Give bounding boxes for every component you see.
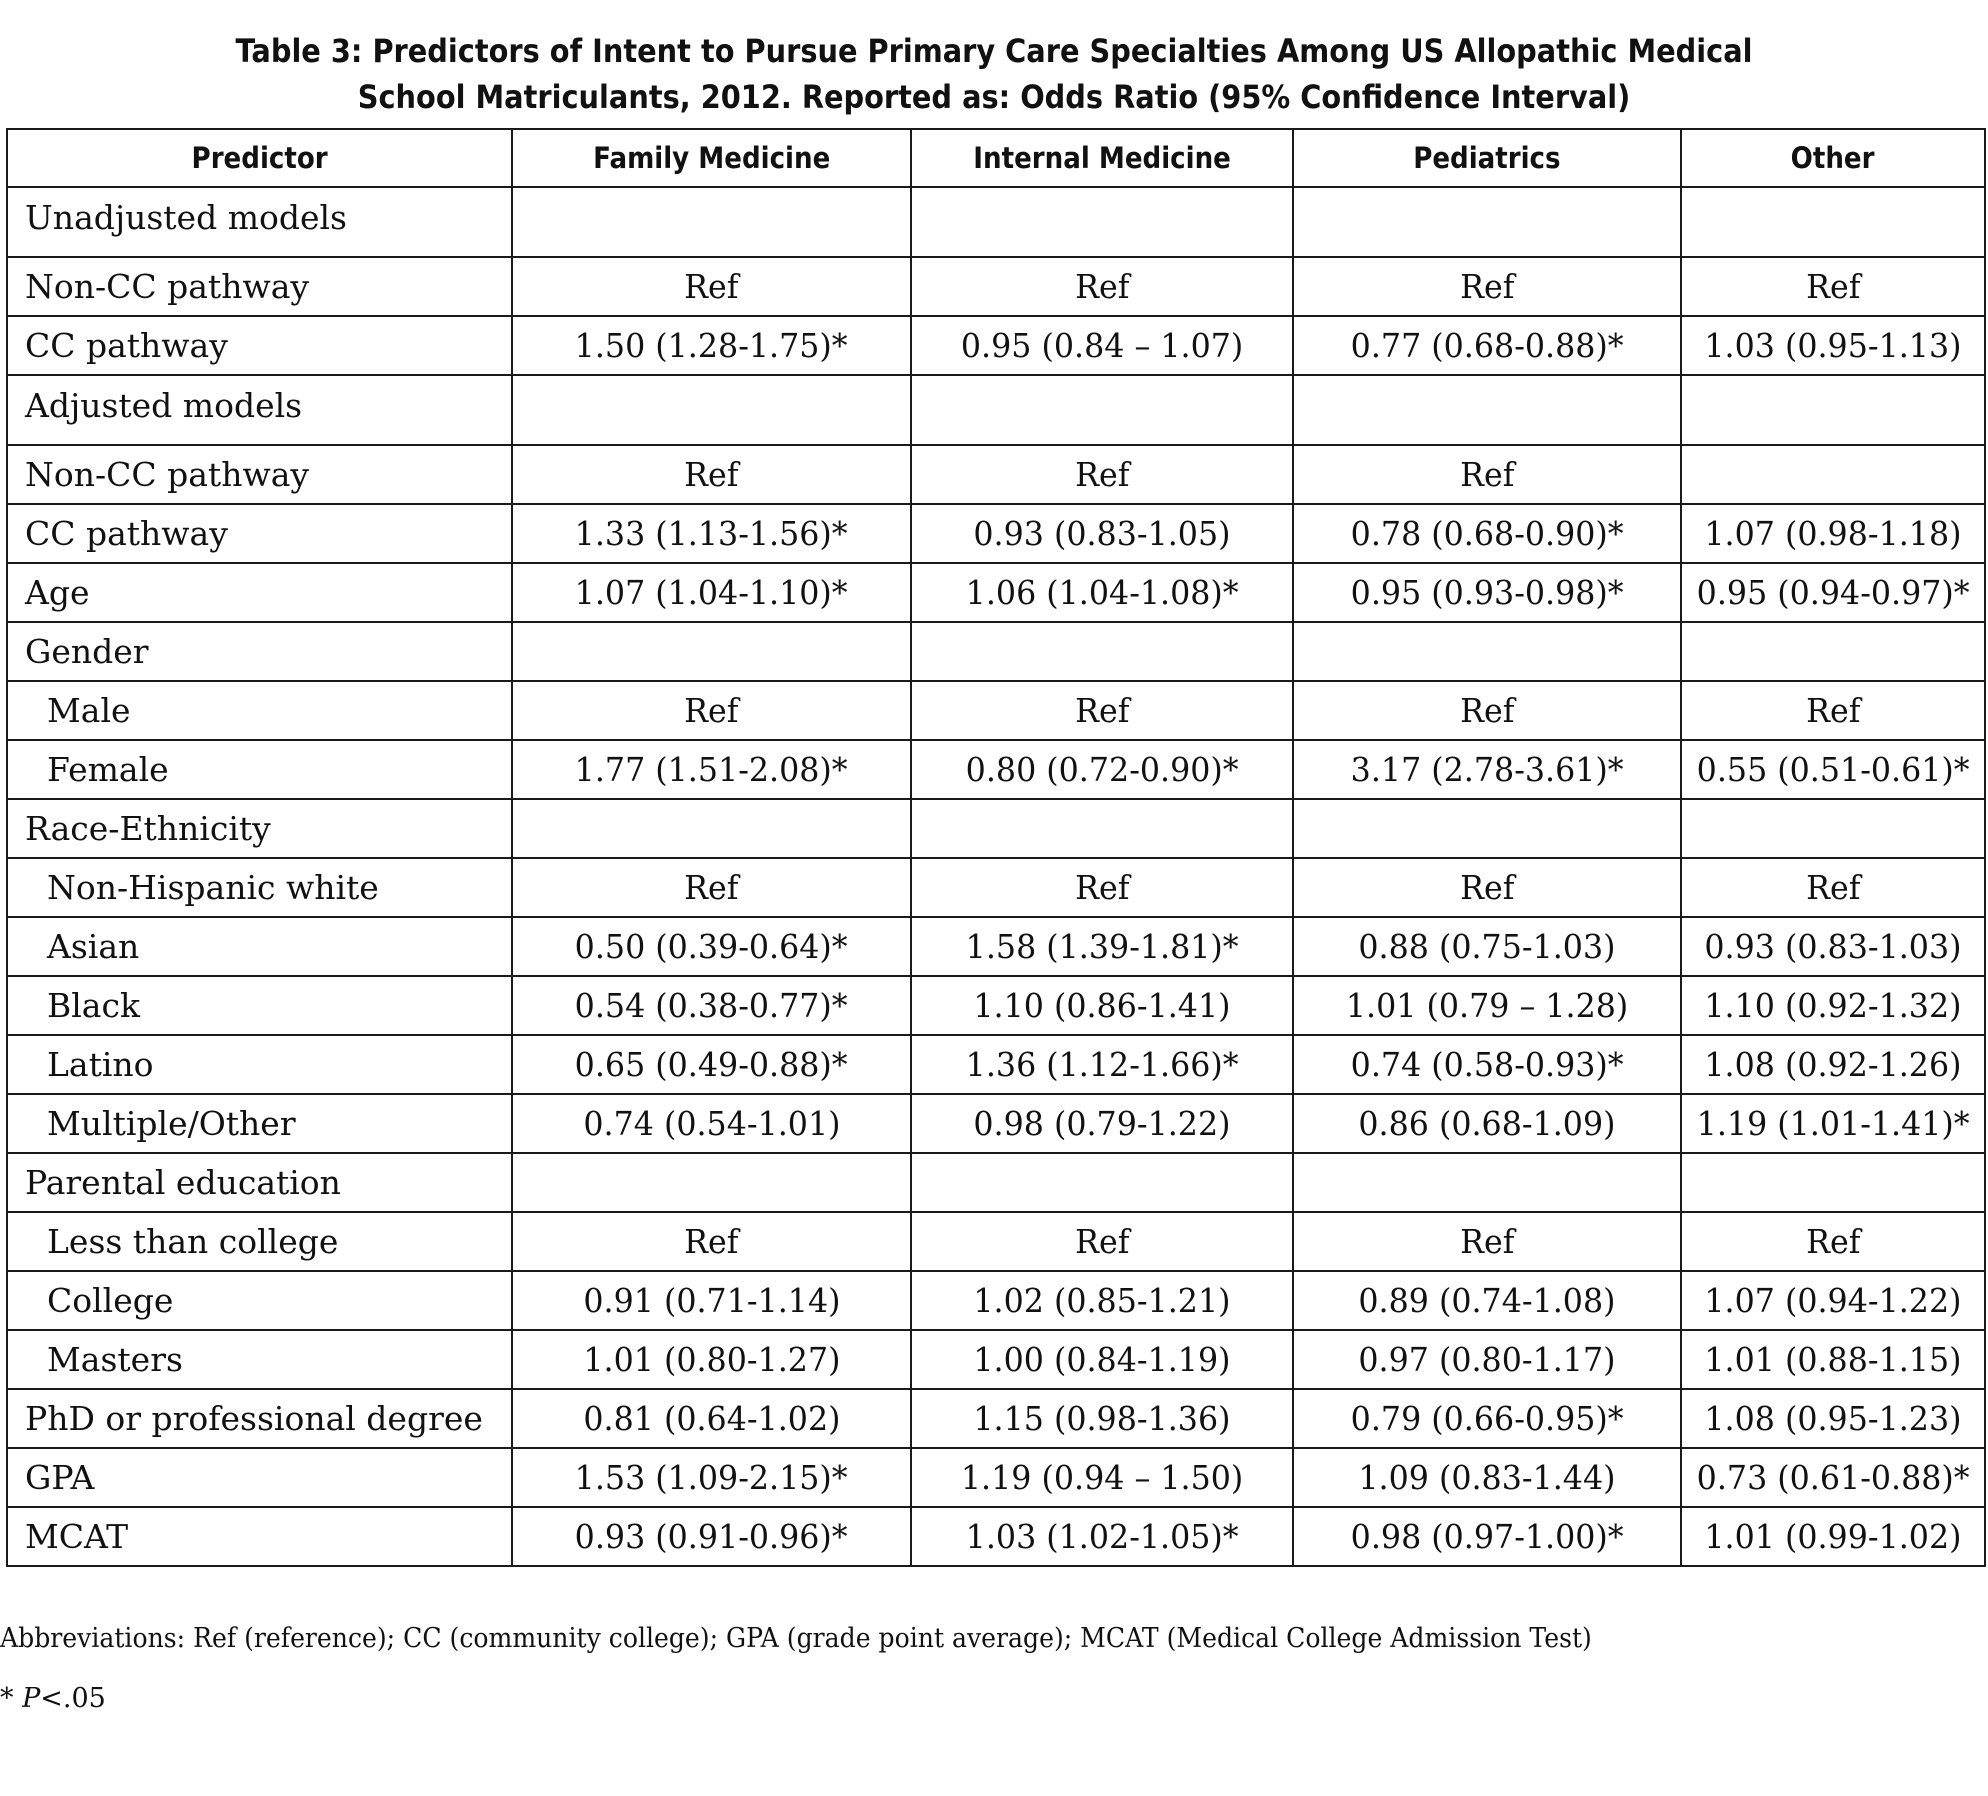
table-title-line-1: Table 3: Predictors of Intent to Pursue Primary Care Specialties Among US Allopathic Medical: [235, 32, 1753, 70]
family-medicine-cell: 1.77 (1.51-2.08)*: [512, 740, 911, 799]
header-predictor: Predictor: [7, 129, 512, 187]
family-medicine-cell: Ref: [512, 681, 911, 740]
internal-medicine-cell: 1.00 (0.84-1.19): [911, 1330, 1293, 1389]
family-medicine-cell: 0.65 (0.49-0.88)*: [512, 1035, 911, 1094]
other-cell: Ref: [1681, 681, 1985, 740]
family-medicine-cell: 1.07 (1.04-1.10)*: [512, 563, 911, 622]
table-row: [7, 257, 1985, 316]
predictor-cell: Non-CC pathway: [7, 445, 512, 504]
other-cell: Ref: [1681, 1212, 1985, 1271]
internal-medicine-cell: [911, 187, 1293, 257]
predictor-cell: MCAT: [7, 1507, 512, 1566]
pediatrics-cell: 0.86 (0.68-1.09): [1293, 1094, 1681, 1153]
table-row: [7, 917, 1985, 976]
pediatrics-cell: 0.95 (0.93-0.98)*: [1293, 563, 1681, 622]
internal-medicine-cell: 0.98 (0.79-1.22): [911, 1094, 1293, 1153]
other-cell: [1681, 187, 1985, 257]
family-medicine-cell: 0.54 (0.38-0.77)*: [512, 976, 911, 1035]
family-medicine-cell: Ref: [512, 257, 911, 316]
pediatrics-cell: [1293, 375, 1681, 445]
table-notes: [0, 1622, 1712, 1716]
family-medicine-cell: 0.93 (0.91-0.96)*: [512, 1507, 911, 1566]
family-medicine-cell: 1.01 (0.80-1.27): [512, 1330, 911, 1389]
internal-medicine-cell: [911, 1153, 1293, 1212]
header-pediatrics: Pediatrics: [1293, 129, 1681, 187]
other-cell: 1.07 (0.94-1.22): [1681, 1271, 1985, 1330]
table-row: [7, 976, 1985, 1035]
internal-medicine-cell: Ref: [911, 257, 1293, 316]
other-cell: 0.55 (0.51-0.61)*: [1681, 740, 1985, 799]
table-row: [7, 1035, 1985, 1094]
table-row: [7, 504, 1985, 563]
family-medicine-cell: 1.33 (1.13-1.56)*: [512, 504, 911, 563]
family-medicine-cell: Ref: [512, 1212, 911, 1271]
predictor-cell: Latino: [7, 1035, 512, 1094]
other-cell: [1681, 799, 1985, 858]
table-row: [7, 1330, 1985, 1389]
table-row: [7, 1212, 1985, 1271]
other-cell: Ref: [1681, 257, 1985, 316]
other-cell: 1.19 (1.01-1.41)*: [1681, 1094, 1985, 1153]
internal-medicine-cell: 1.03 (1.02-1.05)*: [911, 1507, 1293, 1566]
other-cell: 1.08 (0.92-1.26): [1681, 1035, 1985, 1094]
pediatrics-cell: [1293, 1153, 1681, 1212]
header-family-medicine: Family Medicine: [512, 129, 911, 187]
pediatrics-cell: [1293, 622, 1681, 681]
other-cell: 1.10 (0.92-1.32): [1681, 976, 1985, 1035]
family-medicine-cell: 0.81 (0.64-1.02): [512, 1389, 911, 1448]
other-cell: 1.01 (0.99-1.02): [1681, 1507, 1985, 1566]
table-title-line-2: School Matriculants, 2012. Reported as: Odds Ratio (95% Confidence Interval): [357, 78, 1631, 116]
internal-medicine-cell: Ref: [911, 1212, 1293, 1271]
other-cell: Ref: [1681, 858, 1985, 917]
internal-medicine-cell: 1.02 (0.85-1.21): [911, 1271, 1293, 1330]
internal-medicine-cell: Ref: [911, 681, 1293, 740]
internal-medicine-cell: 1.10 (0.86-1.41): [911, 976, 1293, 1035]
pediatrics-cell: Ref: [1293, 858, 1681, 917]
family-medicine-cell: [512, 1153, 911, 1212]
internal-medicine-cell: 0.80 (0.72-0.90)*: [911, 740, 1293, 799]
odds-ratio-table: [6, 128, 1986, 1567]
predictor-cell: PhD or professional degree: [7, 1389, 512, 1448]
pediatrics-cell: [1293, 187, 1681, 257]
header-internal-medicine: Internal Medicine: [911, 129, 1293, 187]
other-cell: 0.95 (0.94-0.97)*: [1681, 563, 1985, 622]
predictor-cell: Parental education: [7, 1153, 512, 1212]
pediatrics-cell: 3.17 (2.78-3.61)*: [1293, 740, 1681, 799]
table-row: [7, 1448, 1985, 1507]
pediatrics-cell: [1293, 799, 1681, 858]
table-row: [7, 1507, 1985, 1566]
predictor-cell: Less than college: [7, 1212, 512, 1271]
internal-medicine-cell: Ref: [911, 445, 1293, 504]
internal-medicine-cell: [911, 622, 1293, 681]
pediatrics-cell: 0.78 (0.68-0.90)*: [1293, 504, 1681, 563]
family-medicine-cell: 0.74 (0.54-1.01): [512, 1094, 911, 1153]
internal-medicine-cell: 1.36 (1.12-1.66)*: [911, 1035, 1293, 1094]
footnote-marker: *: [0, 1683, 23, 1714]
predictor-cell: Adjusted models: [7, 375, 512, 445]
internal-medicine-cell: 0.95 (0.84 – 1.07): [911, 316, 1293, 375]
table-row: [7, 1153, 1985, 1212]
internal-medicine-cell: 1.15 (0.98-1.36): [911, 1389, 1293, 1448]
table-row: [7, 1271, 1985, 1330]
other-cell: 1.03 (0.95-1.13): [1681, 316, 1985, 375]
predictor-cell: Multiple/Other: [7, 1094, 512, 1153]
other-cell: 0.73 (0.61-0.88)*: [1681, 1448, 1985, 1507]
pediatrics-cell: 0.89 (0.74-1.08): [1293, 1271, 1681, 1330]
family-medicine-cell: Ref: [512, 858, 911, 917]
family-medicine-cell: Ref: [512, 445, 911, 504]
pediatrics-cell: 1.01 (0.79 – 1.28): [1293, 976, 1681, 1035]
table-row: [7, 316, 1985, 375]
family-medicine-cell: [512, 375, 911, 445]
family-medicine-cell: [512, 187, 911, 257]
header-other: Other: [1681, 129, 1985, 187]
table-title: [99, 28, 1888, 120]
pediatrics-cell: 0.77 (0.68-0.88)*: [1293, 316, 1681, 375]
predictor-cell: Black: [7, 976, 512, 1035]
predictor-cell: CC pathway: [7, 316, 512, 375]
table-row: [7, 799, 1985, 858]
table-row: [7, 563, 1985, 622]
other-cell: 1.01 (0.88-1.15): [1681, 1330, 1985, 1389]
predictor-cell: Female: [7, 740, 512, 799]
significance-footnote: [0, 1682, 1712, 1716]
other-cell: 1.07 (0.98-1.18): [1681, 504, 1985, 563]
pediatrics-cell: Ref: [1293, 681, 1681, 740]
footnote-p-symbol: P: [22, 1683, 41, 1714]
table-row: [7, 740, 1985, 799]
pediatrics-cell: Ref: [1293, 445, 1681, 504]
other-cell: [1681, 1153, 1985, 1212]
internal-medicine-cell: 1.58 (1.39-1.81)*: [911, 917, 1293, 976]
predictor-cell: Gender: [7, 622, 512, 681]
pediatrics-cell: Ref: [1293, 1212, 1681, 1271]
predictor-cell: College: [7, 1271, 512, 1330]
family-medicine-cell: 0.91 (0.71-1.14): [512, 1271, 911, 1330]
header-row: [7, 129, 1985, 187]
other-cell: 0.93 (0.83-1.03): [1681, 917, 1985, 976]
other-cell: [1681, 622, 1985, 681]
abbreviations-note: Abbreviations: Ref (reference); CC (community college); GPA (grade point average); MCAT (Medical College Admission Test): [0, 1623, 1592, 1654]
other-cell: [1681, 375, 1985, 445]
predictor-cell: Non-CC pathway: [7, 257, 512, 316]
internal-medicine-cell: 1.06 (1.04-1.08)*: [911, 563, 1293, 622]
predictor-cell: Race-Ethnicity: [7, 799, 512, 858]
family-medicine-cell: 1.53 (1.09-2.15)*: [512, 1448, 911, 1507]
pediatrics-cell: 0.79 (0.66-0.95)*: [1293, 1389, 1681, 1448]
other-cell: 1.08 (0.95-1.23): [1681, 1389, 1985, 1448]
pediatrics-cell: 0.98 (0.97-1.00)*: [1293, 1507, 1681, 1566]
pediatrics-cell: 0.97 (0.80-1.17): [1293, 1330, 1681, 1389]
table-row: [7, 622, 1985, 681]
internal-medicine-cell: 1.19 (0.94 – 1.50): [911, 1448, 1293, 1507]
family-medicine-cell: 1.50 (1.28-1.75)*: [512, 316, 911, 375]
table-row: [7, 375, 1985, 445]
family-medicine-cell: [512, 622, 911, 681]
predictor-cell: CC pathway: [7, 504, 512, 563]
footnote-threshold: <.05: [40, 1683, 106, 1714]
predictor-cell: Asian: [7, 917, 512, 976]
internal-medicine-cell: Ref: [911, 858, 1293, 917]
predictor-cell: Non-Hispanic white: [7, 858, 512, 917]
internal-medicine-cell: 0.93 (0.83-1.05): [911, 504, 1293, 563]
table-row: [7, 858, 1985, 917]
table-row: [7, 445, 1985, 504]
table-row: [7, 1389, 1985, 1448]
pediatrics-cell: 0.74 (0.58-0.93)*: [1293, 1035, 1681, 1094]
family-medicine-cell: 0.50 (0.39-0.64)*: [512, 917, 911, 976]
predictor-cell: Unadjusted models: [7, 187, 512, 257]
predictor-cell: Male: [7, 681, 512, 740]
predictor-cell: GPA: [7, 1448, 512, 1507]
internal-medicine-cell: [911, 375, 1293, 445]
predictor-cell: Masters: [7, 1330, 512, 1389]
pediatrics-cell: Ref: [1293, 257, 1681, 316]
family-medicine-cell: [512, 799, 911, 858]
table-row: [7, 681, 1985, 740]
table-row: [7, 187, 1985, 257]
pediatrics-cell: 0.88 (0.75-1.03): [1293, 917, 1681, 976]
table-row: [7, 1094, 1985, 1153]
other-cell: [1681, 445, 1985, 504]
predictor-cell: Age: [7, 563, 512, 622]
pediatrics-cell: 1.09 (0.83-1.44): [1293, 1448, 1681, 1507]
internal-medicine-cell: [911, 799, 1293, 858]
